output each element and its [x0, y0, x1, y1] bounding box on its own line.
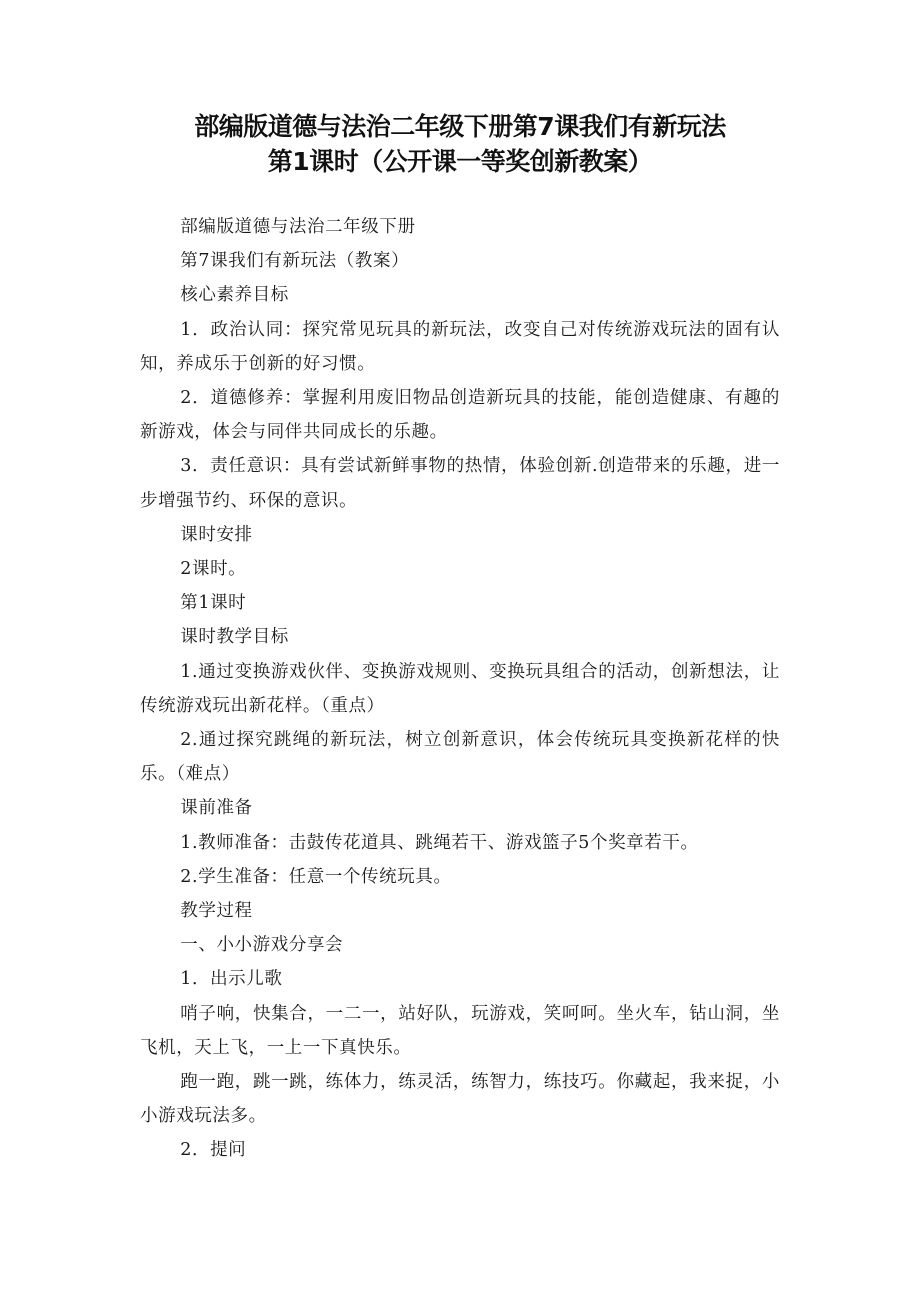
paragraph-teacher-prep: 1.教师准备：击鼓传花道具、跳绳若干、游戏篮子5个奖章若干。	[180, 832, 699, 853]
document-body	[140, 210, 780, 1168]
paragraph-period-goal-1: 1.通过变换游戏伙伴、变换游戏规则、变换玩具组合的活动，创新想法，让传统游戏玩出新花样。（重点）	[140, 661, 780, 716]
heading-process: 教学过程	[180, 901, 253, 922]
paragraph-rhyme-2: 跑一跑，跳一跳，练体力，练灵活，练智力，练技巧。你藏起，我来捉，小小游戏玩法多。	[140, 1072, 780, 1127]
heading-preparation: 课前准备	[180, 798, 253, 819]
heading-show-rhyme: 1．出示儿歌	[180, 969, 283, 990]
paragraph-rhyme-1: 哨子响，快集合，一二一，站好队，玩游戏，笑呵呵。坐火车，钻山洞，坐飞机，天上飞，一上一下真快乐。	[140, 1003, 780, 1058]
paragraph-student-prep: 2.学生准备：任意一个传统玩具。	[180, 866, 452, 887]
paragraph-goal-3: 3．责任意识：具有尝试新鲜事物的热情，体验创新.创造带来的乐趣，进一步增强节约、环保的意识。	[140, 456, 780, 511]
paragraph-goal-2: 2．道德修养：掌握利用废旧物品创造新玩具的技能，能创造健康、有趣的新游戏，体会与同伴共同成长的乐趣。	[140, 388, 780, 443]
heading-question: 2．提问	[180, 1140, 247, 1161]
paragraph-lesson-title: 第7课我们有新玩法（教案）	[180, 251, 410, 272]
paragraph-period-goal-2: 2.通过探究跳绳的新玩法，树立创新意识，体会传统玩具变换新花样的快乐。（难点）	[140, 730, 780, 785]
heading-core-goals: 核心素养目标	[180, 285, 289, 306]
heading-section-1: 一、小小游戏分享会	[180, 935, 344, 956]
paragraph-book-name: 部编版道德与法治二年级下册	[180, 217, 416, 237]
heading-schedule: 课时安排	[180, 524, 253, 545]
document-title-line-1: 部编版道德与法治二年级下册第7课我们有新玩法	[194, 112, 726, 141]
heading-period-1: 第1课时	[180, 593, 247, 614]
paragraph-schedule: 2课时。	[180, 559, 247, 580]
document-title-line-2: 第1课时（公开课一等奖创新教案）	[267, 147, 653, 176]
paragraph-goal-1: 1．政治认同：探究常见玩具的新玩法，改变自己对传统游戏玩法的固有认知，养成乐于创新的好习惯。	[140, 319, 780, 374]
heading-period-goals: 课时教学目标	[180, 627, 289, 648]
